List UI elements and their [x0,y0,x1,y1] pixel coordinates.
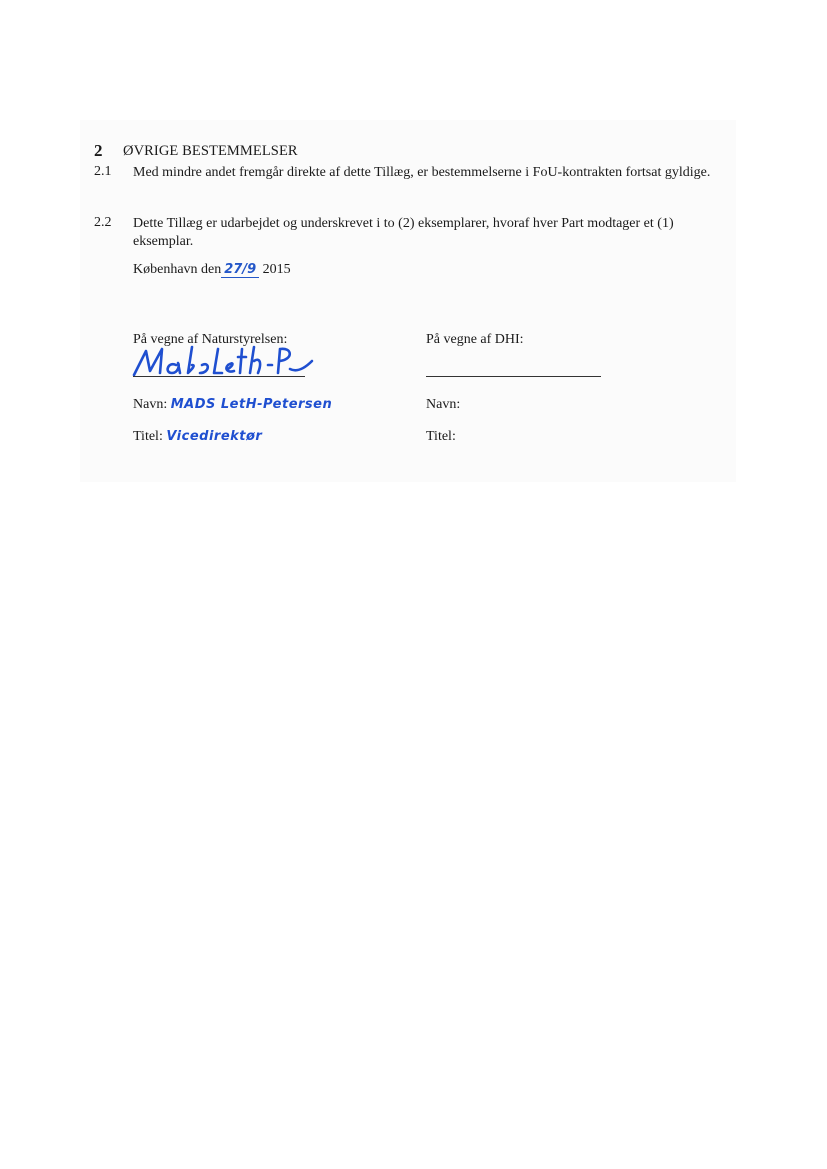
left-title-row [133,429,262,445]
signature-image [130,343,315,379]
right-signature-line [426,376,601,377]
right-title-label: Titel: [426,429,456,444]
clause-text: Med mindre andet fremgår direkte af dette Tillæg, er bestemmelserne i FoU-kontrakten fortsat gyldige. [133,165,711,180]
handwritten-date: 27/9 [221,262,259,278]
name-label: Navn: [133,397,168,412]
clause-number: 2.2 [94,215,112,230]
left-name-row [133,397,332,413]
left-signature-line [133,376,305,377]
handwritten-name: MADS LetH-Petersen [170,397,333,412]
place-date-line [133,262,291,278]
year: 2015 [262,262,291,277]
title-label: Titel: [133,429,163,444]
place-label: København den [133,262,222,277]
right-party-heading: På vegne af DHI: [426,332,524,347]
handwritten-title: Vicedirektør [166,429,263,444]
right-name-label: Navn: [426,397,461,412]
section-title: ØVRIGE BESTEMMELSER [123,143,298,159]
clause-number: 2.1 [94,164,112,179]
clause-text: Dette Tillæg er udarbejdet og underskrevet i to (2) eksemplarer, hvoraf hver Part modtager et (1) eksemplar. [133,216,674,249]
left-party-heading: På vegne af Naturstyrelsen: [133,332,288,347]
section-number: 2 [94,141,103,160]
